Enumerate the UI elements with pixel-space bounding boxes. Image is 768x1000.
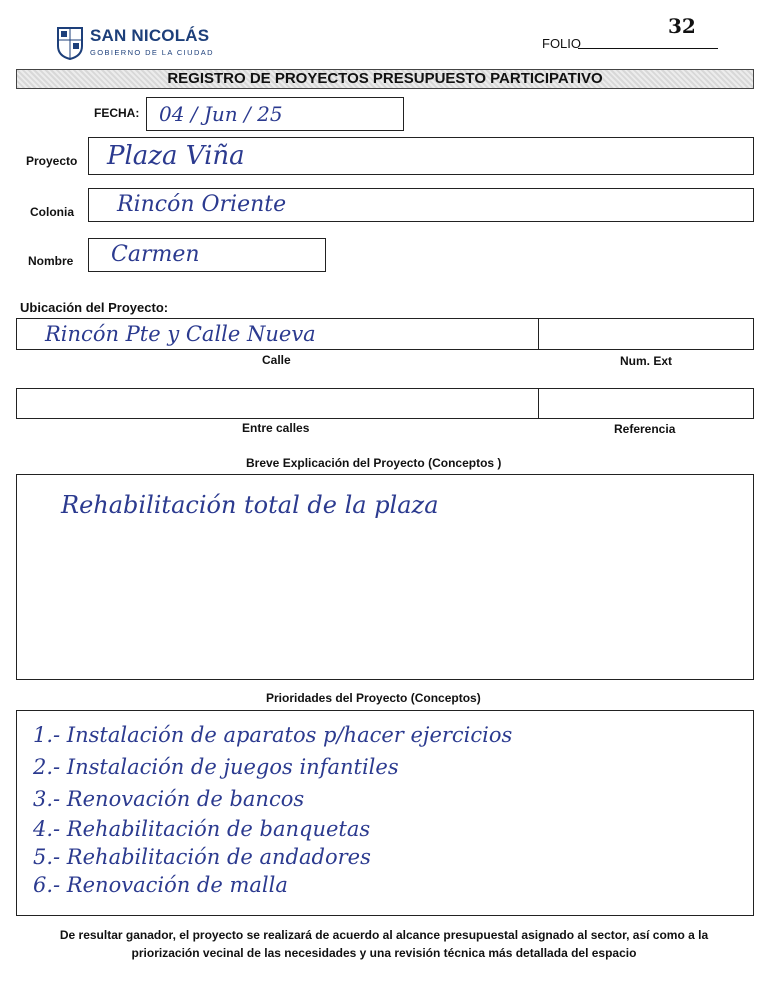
colonia-field[interactable] [88, 188, 754, 222]
fecha-field[interactable] [146, 97, 404, 131]
logo-title: SAN NICOLÁS [90, 26, 210, 45]
prioridad-item-2: 2.- Instalación de juegos infantiles [33, 755, 399, 779]
form-title: REGISTRO DE PROYECTOS PRESUPUESTO PARTICIPATIVO [16, 69, 754, 89]
referencia-label: Referencia [614, 422, 676, 436]
prioridad-item-6: 6.- Renovación de malla [33, 873, 288, 897]
prioridad-item-4: 4.- Rehabilitación de banquetas [33, 817, 371, 841]
folio-number: 32 [668, 14, 696, 38]
calle-value: Rincón Pte y Calle Nueva [45, 322, 316, 346]
prioridad-item-1: 1.- Instalación de aparatos p/hacer ejercicios [33, 723, 513, 747]
proyecto-label: Proyecto [26, 154, 78, 168]
explicacion-value: Rehabilitación total de la plaza [61, 491, 439, 519]
fecha-label: FECHA: [94, 106, 140, 120]
prioridades-label: Prioridades del Proyecto (Conceptos) [266, 691, 481, 705]
proyecto-field[interactable] [88, 137, 754, 175]
colonia-label: Colonia [30, 205, 74, 219]
folio-line [578, 48, 718, 49]
num-ext-label: Num. Ext [620, 354, 673, 368]
logo [56, 24, 226, 64]
explicacion-label: Breve Explicación del Proyecto (Conceptos ) [246, 456, 502, 470]
colonia-value: Rincón Oriente [117, 192, 287, 217]
logo-subtitle: GOBIERNO DE LA CIUDAD [90, 48, 215, 57]
coat-of-arms-icon [56, 26, 84, 60]
nombre-value: Carmen [111, 242, 200, 267]
prioridades-field[interactable] [16, 710, 754, 916]
entre-calles-label: Entre calles [242, 421, 310, 435]
fecha-value: 04 / Jun / 25 [159, 102, 283, 126]
calle-field[interactable] [16, 318, 754, 350]
explicacion-field[interactable] [16, 474, 754, 680]
entre-referencia-divider [538, 388, 539, 419]
calle-num-divider [538, 318, 539, 350]
nombre-label: Nombre [28, 254, 74, 268]
calle-label: Calle [262, 353, 291, 367]
prioridad-item-3: 3.- Renovación de bancos [33, 787, 305, 811]
footer-note [20, 926, 748, 962]
proyecto-value: Plaza Viña [107, 141, 245, 171]
entre-calles-field[interactable] [16, 388, 754, 419]
folio-label: FOLIO [542, 36, 582, 51]
footer-note-line-1: De resultar ganador, el proyecto se realizará de acuerdo al alcance presupuestal asignado al sector, así como a la [59, 928, 709, 942]
nombre-field[interactable] [88, 238, 326, 272]
prioridad-item-5: 5.- Rehabilitación de andadores [33, 845, 371, 869]
ubicacion-section-label: Ubicación del Proyecto: [20, 300, 169, 315]
footer-note-line-2: priorización vecinal de las necesidades y una revisión técnica más detallada del espacio [131, 946, 637, 960]
